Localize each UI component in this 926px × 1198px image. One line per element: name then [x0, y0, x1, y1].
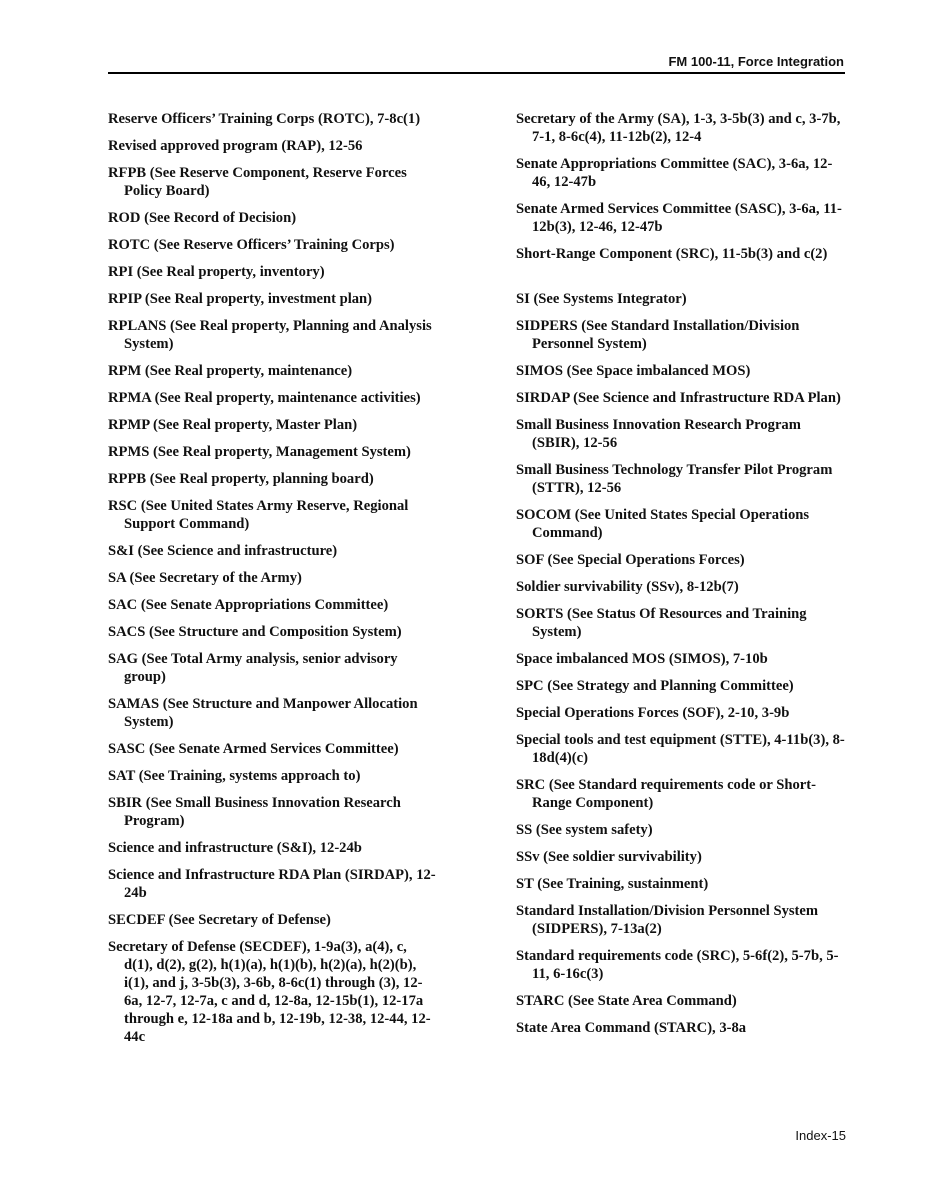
index-entry: Small Business Innovation Research Program (SBIR), 12-56	[516, 417, 801, 451]
index-entry: SOCOM (See United States Special Operations Command)	[516, 507, 810, 541]
index-entry: Secretary of the Army (SA), 1-3, 3-5b(3) and c, 3-7b, 7-1, 8-6c(4), 11-12b(2), 12-4	[516, 111, 841, 145]
index-entry: ROD (See Record of Decision)	[108, 210, 297, 226]
index-entry: RPPB (See Real property, planning board)	[108, 471, 374, 487]
index-entry: Standard requirements code (SRC), 5-6f(2), 5-7b, 5-11, 6-16c(3)	[516, 948, 839, 982]
index-entry: Small Business Technology Transfer Pilot Program (STTR), 12-56	[516, 462, 833, 496]
index-entry: Secretary of Defense (SECDEF), 1-9a(3), a(4), c, d(1), d(2), g(2), h(1)(a), h(1)(b), h(2)(a), h(2)(b), i(1), and j, 3-5b(3), 3-6b, 8-6c(1) through (3), 12-6a, 12-7, 12-7a, c and d, 12-8a, 12-15b(1), 12-17a through e, 12-18a and b, 12-19b, 12-38, 12-44, 12-44c	[108, 939, 431, 1045]
index-entry: RPMS (See Real property, Management System)	[108, 444, 411, 460]
index-entry: SA (See Secretary of the Army)	[108, 570, 302, 586]
index-entry: RPLANS (See Real property, Planning and Analysis System)	[108, 318, 432, 352]
index-entry: State Area Command (STARC), 3-8a	[516, 1020, 747, 1036]
index-entry: SIDPERS (See Standard Installation/Division Personnel System)	[516, 318, 800, 352]
index-entry: Science and infrastructure (S&I), 12-24b	[108, 840, 362, 856]
index-entry: SPC (See Strategy and Planning Committee)	[516, 678, 794, 694]
page-number: Index-15	[795, 1128, 846, 1143]
index-entry: RPMP (See Real property, Master Plan)	[108, 417, 358, 433]
index-entry: RPIP (See Real property, investment plan)	[108, 291, 373, 307]
index-entry: SS (See system safety)	[516, 822, 653, 838]
index-entry: SORTS (See Status Of Resources and Training System)	[516, 606, 807, 640]
index-entry: SRC (See Standard requirements code or Short-Range Component)	[516, 777, 816, 811]
index-entry: SAMAS (See Structure and Manpower Allocation System)	[108, 696, 418, 730]
index-entry: Space imbalanced MOS (SIMOS), 7-10b	[516, 651, 768, 667]
index-entry: SACS (See Structure and Composition System)	[108, 624, 402, 640]
index-entry: RSC (See United States Army Reserve, Regional Support Command)	[108, 498, 409, 532]
index-entry: SAC (See Senate Appropriations Committee)	[108, 597, 389, 613]
index-entry: SASC (See Senate Armed Services Committee)	[108, 741, 399, 757]
index-entry: SI (See Systems Integrator)	[516, 291, 687, 307]
index-entry: SOF (See Special Operations Forces)	[516, 552, 745, 568]
index-entry: Short-Range Component (SRC), 11-5b(3) and c(2)	[516, 246, 828, 262]
index-entry: Soldier survivability (SSv), 8-12b(7)	[516, 579, 739, 595]
index-entry: Science and Infrastructure RDA Plan (SIRDAP), 12-24b	[108, 867, 436, 901]
index-entry: SAG (See Total Army analysis, senior advisory group)	[108, 651, 398, 685]
index-entry: Special tools and test equipment (STTE), 4-11b(3), 8-18d(4)(c)	[516, 732, 845, 766]
index-entry: RFPB (See Reserve Component, Reserve Forces Policy Board)	[108, 165, 407, 199]
index-entry: RPM (See Real property, maintenance)	[108, 363, 353, 379]
index-entry: STARC (See State Area Command)	[516, 993, 737, 1009]
index-column-right	[516, 110, 846, 1046]
index-entry: ROTC (See Reserve Officers’ Training Corps)	[108, 237, 395, 253]
index-entry: Special Operations Forces (SOF), 2-10, 3-9b	[516, 705, 790, 721]
index-entry: SECDEF (See Secretary of Defense)	[108, 912, 331, 928]
index-entry: SIRDAP (See Science and Infrastructure RDA Plan)	[516, 390, 841, 406]
index-entry: SAT (See Training, systems approach to)	[108, 768, 361, 784]
index-entry: Revised approved program (RAP), 12-56	[108, 138, 363, 154]
index-entry: RPI (See Real property, inventory)	[108, 264, 325, 280]
index-entry: ST (See Training, sustainment)	[516, 876, 709, 892]
index-entry: Standard Installation/Division Personnel System (SIDPERS), 7-13a(2)	[516, 903, 819, 937]
index-entry: Senate Appropriations Committee (SAC), 3-6a, 12-46, 12-47b	[516, 156, 833, 190]
header-rule	[108, 72, 845, 74]
index-entry: SSv (See soldier survivability)	[516, 849, 702, 865]
index-entry: S&I (See Science and infrastructure)	[108, 543, 338, 559]
index-column-left	[108, 110, 436, 1055]
index-entry: Senate Armed Services Committee (SASC), 3-6a, 11-12b(3), 12-46, 12-47b	[516, 201, 842, 235]
index-entry: SIMOS (See Space imbalanced MOS)	[516, 363, 751, 379]
index-entry: SBIR (See Small Business Innovation Research Program)	[108, 795, 401, 829]
index-entry: Reserve Officers’ Training Corps (ROTC), 7-8c(1)	[108, 111, 421, 127]
index-entry: RPMA (See Real property, maintenance activities)	[108, 390, 421, 406]
page-header-title: FM 100-11, Force Integration	[668, 54, 844, 69]
